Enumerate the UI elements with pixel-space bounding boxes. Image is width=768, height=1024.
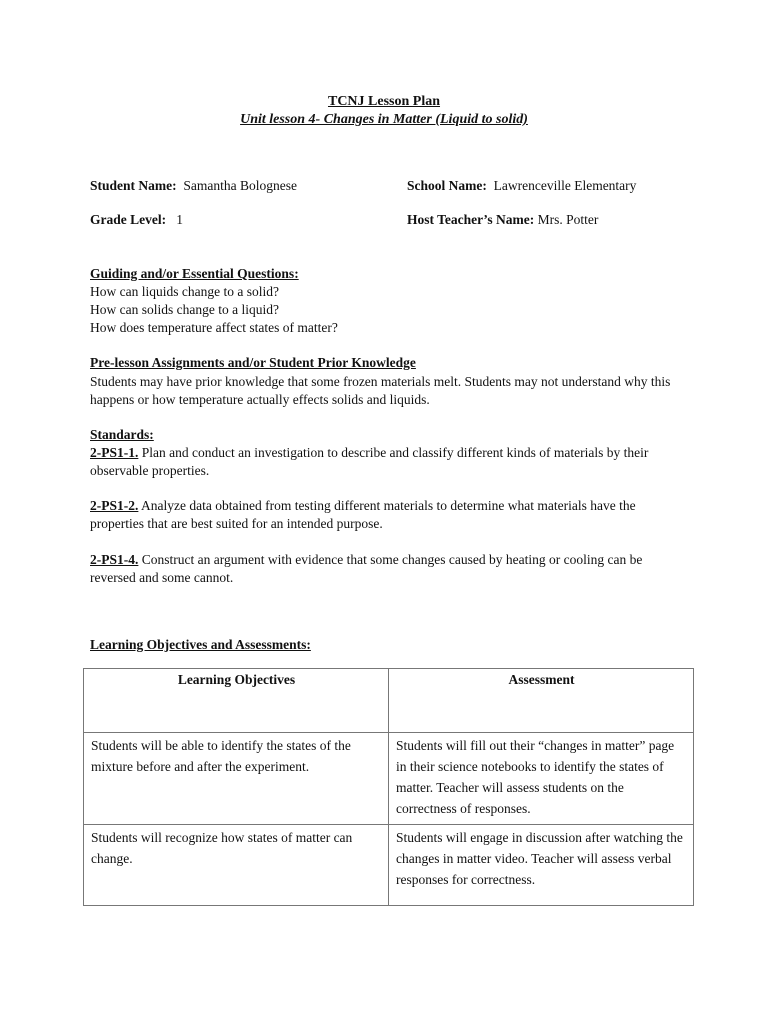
student-name-label: Student Name: [90,178,177,193]
guiding-question: How can liquids change to a solid? [90,284,279,299]
objectives-heading: Learning Objectives and Assessments: [90,637,311,652]
school-name-value: Lawrenceville Elementary [493,178,637,193]
school-name-row [407,178,636,194]
standard-code: 2-PS1-2. [90,498,139,513]
document-subtitle: Unit lesson 4- Changes in Matter (Liquid to solid) [240,112,528,127]
grade-level-value: 1 [176,212,183,227]
standard-item [90,497,690,533]
objective-cell: Students will be able to identify the states of the mixture before and after the experiment. [84,733,389,825]
host-teacher-value: Mrs. Potter [537,212,599,227]
document-title: TCNJ Lesson Plan [327,94,441,109]
standards-heading: Standards: [90,427,154,442]
student-name-value: Samantha Bolognese [183,178,297,193]
guiding-question: How does temperature affect states of matter? [90,320,338,335]
column-header-assessment: Assessment [389,669,694,733]
table-header-row [84,669,694,733]
guiding-questions-heading: Guiding and/or Essential Questions: [90,266,299,281]
objectives-table [83,668,694,906]
standard-text: Construct an argument with evidence that some changes caused by heating or cooling can be reversed and some cannot. [90,552,643,585]
standard-item [90,444,690,480]
assessment-cell: Students will engage in discussion after watching the changes in matter video. Teacher will assess verbal responses for correctness. [389,825,694,906]
prelesson-heading: Pre-lesson Assignments and/or Student Prior Knowledge [90,355,416,370]
objective-cell: Students will recognize how states of matter can change. [84,825,389,906]
host-teacher-label: Host Teacher’s Name: [407,212,535,227]
grade-level-row [90,212,183,228]
host-teacher-row [407,212,598,228]
student-name-row [90,178,297,194]
standard-code: 2-PS1-4. [90,552,139,567]
standard-text: Plan and conduct an investigation to describe and classify different kinds of materials by their observable properties. [90,445,649,478]
table-row [84,825,694,906]
standard-item [90,551,690,587]
column-header-objectives: Learning Objectives [84,669,389,733]
grade-level-label: Grade Level: [90,212,167,227]
standard-text: Analyze data obtained from testing different materials to determine what materials have the properties that are best suited for an intended purpose. [90,498,636,531]
guiding-question: How can solids change to a liquid? [90,302,279,317]
table-row [84,733,694,825]
assessment-cell: Students will fill out their “changes in matter” page in their science notebooks to identify the states of matter. Teacher will assess students on the correctness of responses. [389,733,694,825]
standard-code: 2-PS1-1. [90,445,139,460]
prelesson-text: Students may have prior knowledge that some frozen materials melt. Students may not understand why this happens or how temperature actually effects solids and liquids. [90,374,671,407]
school-name-label: School Name: [407,178,487,193]
